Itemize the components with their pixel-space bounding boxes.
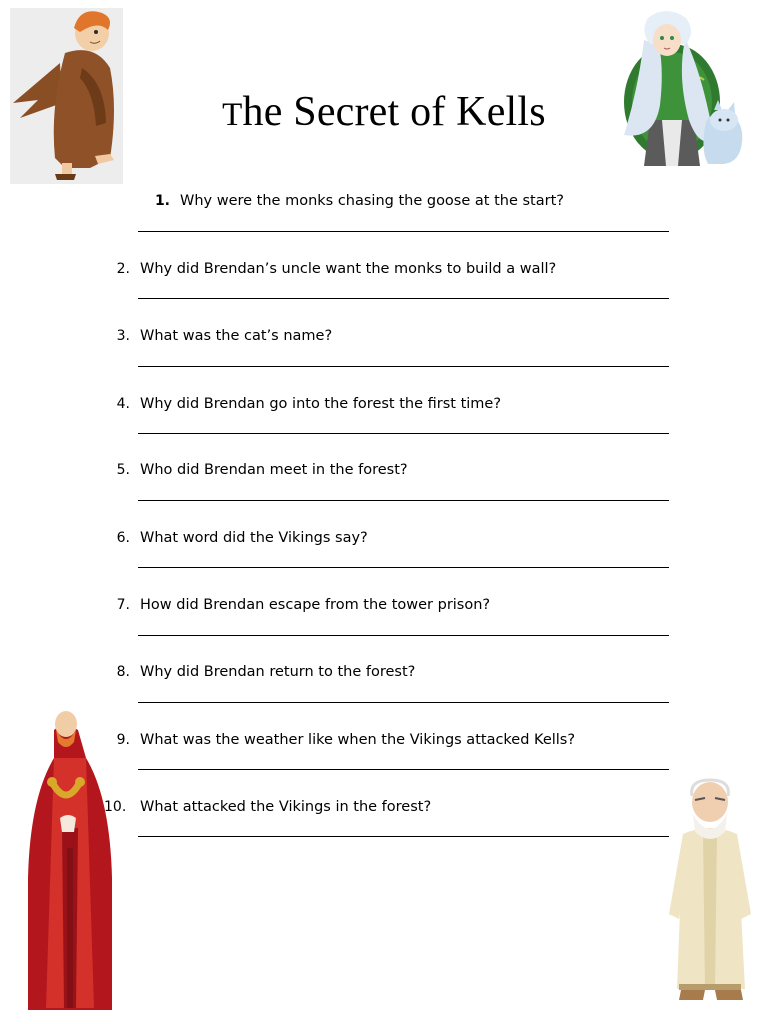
abbot-illustration (24, 708, 116, 1013)
page-title (0, 88, 768, 136)
question-text: Why did Brendan return to the forest? (140, 664, 416, 680)
question-text: Why did Brendan go into the forest the first time? (140, 396, 502, 412)
question-text: Why were the monks chasing the goose at the start? (180, 193, 564, 209)
question-number: 6. (116, 530, 130, 546)
question-number: 7. (116, 597, 130, 613)
question-text: Who did Brendan meet in the forest? (140, 462, 408, 478)
answer-line[interactable] (138, 433, 669, 434)
answer-line[interactable] (138, 231, 669, 232)
question-number: 5. (116, 462, 130, 478)
answer-line[interactable] (138, 836, 669, 837)
question-text: What attacked the Vikings in the forest? (140, 799, 432, 815)
answer-line[interactable] (138, 702, 669, 703)
question-number: 4. (116, 396, 130, 412)
title-first-letter: T (222, 97, 243, 133)
question-number: 1. (154, 193, 170, 209)
answer-line[interactable] (138, 366, 669, 367)
question-text: Why did Brendan’s uncle want the monks to build a wall? (140, 261, 557, 277)
question-number: 3. (116, 328, 130, 344)
question-number: 10. (104, 799, 127, 815)
question-text: How did Brendan escape from the tower prison? (140, 597, 491, 613)
question-text: What was the cat’s name? (140, 328, 333, 344)
question-number: 9. (116, 732, 130, 748)
answer-line[interactable] (138, 769, 669, 770)
answer-line[interactable] (138, 567, 669, 568)
question-number: 2. (116, 261, 130, 277)
question-number: 8. (116, 664, 130, 680)
answer-line[interactable] (138, 500, 669, 501)
answer-line[interactable] (138, 635, 669, 636)
title-rest: he Secret of Kells (242, 89, 546, 135)
aidan-illustration (665, 774, 755, 1004)
question-text: What word did the Vikings say? (140, 530, 368, 546)
answer-line[interactable] (138, 298, 669, 299)
question-text: What was the weather like when the Vikings attacked Kells? (140, 732, 576, 748)
